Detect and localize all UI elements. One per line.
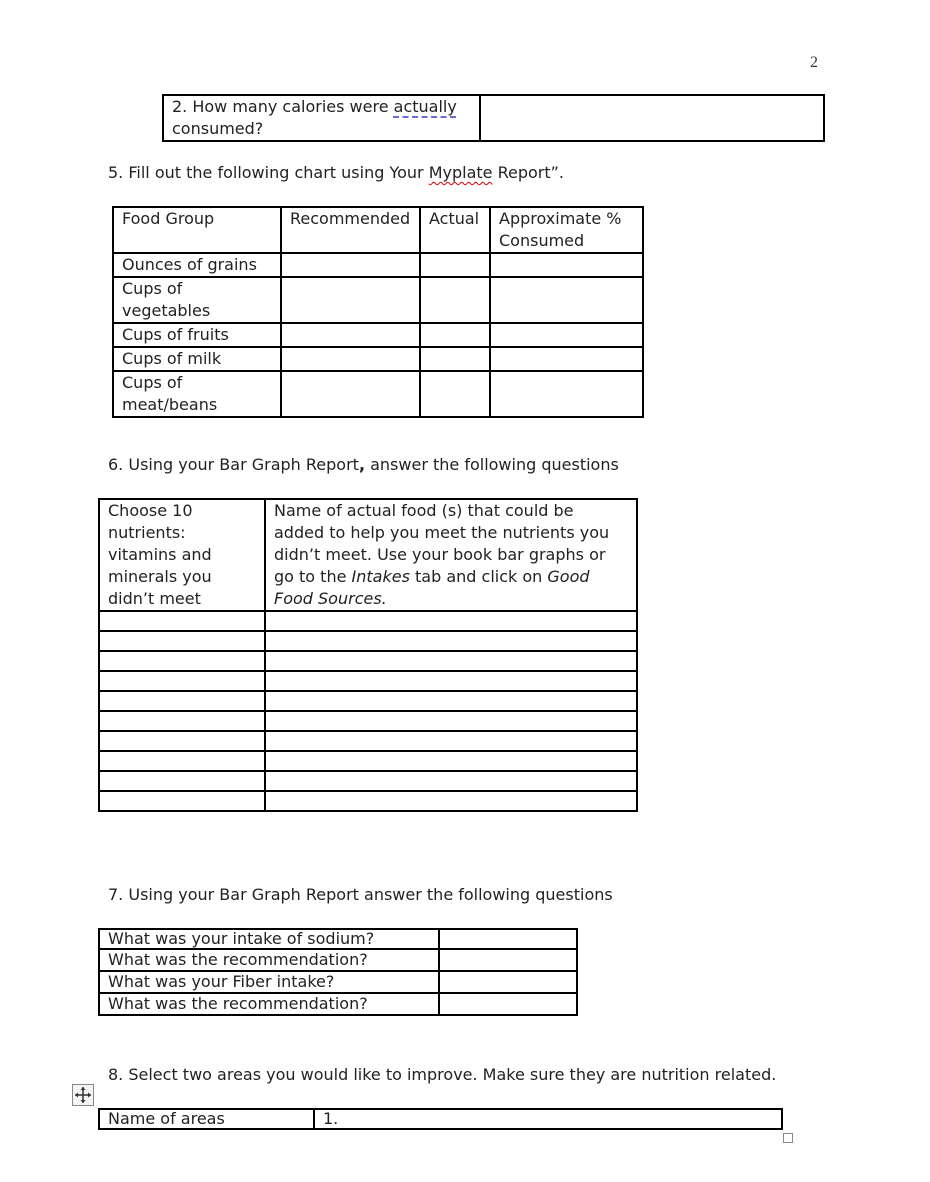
q7-heading: 7. Using your Bar Graph Report answer the following questions [108, 885, 613, 904]
areas-answer-cell[interactable]: 1. [314, 1109, 782, 1129]
percent-cell[interactable] [490, 371, 643, 417]
grammar-underline: actually [393, 97, 457, 116]
actual-cell[interactable] [420, 277, 490, 323]
recommended-cell[interactable] [281, 323, 420, 347]
spelling-underline: Myplate [428, 163, 493, 182]
actual-cell[interactable] [420, 253, 490, 277]
calories-answer-cell[interactable] [480, 95, 824, 141]
answer-cell[interactable] [439, 949, 577, 971]
row-label: Ounces of grains [113, 253, 281, 277]
recommended-cell[interactable] [281, 347, 420, 371]
question-cell: What was the recommendation? [99, 993, 439, 1015]
nutrient-cell[interactable] [99, 791, 265, 811]
nutrient-cell[interactable] [99, 691, 265, 711]
q5-heading: 5. Fill out the following chart using Your Myplate Report”. [108, 163, 564, 182]
nutrients-table [98, 498, 638, 812]
food-cell[interactable] [265, 631, 637, 651]
percent-cell[interactable] [490, 277, 643, 323]
header-food-group: Food Group [113, 207, 281, 253]
nutrient-cell[interactable] [99, 611, 265, 631]
header-recommended: Recommended [281, 207, 420, 253]
food-cell[interactable] [265, 651, 637, 671]
row-label: Cups of meat/beans [113, 371, 281, 417]
nutrient-cell[interactable] [99, 711, 265, 731]
actual-cell[interactable] [420, 323, 490, 347]
header-nutrients: Choose 10 nutrients: vitamins and minerals you didn’t meet [99, 499, 265, 611]
sodium-fiber-table [98, 928, 578, 1016]
q8-heading: 8. Select two areas you would like to improve. Make sure they are nutrition related. [108, 1065, 777, 1084]
percent-cell[interactable] [490, 347, 643, 371]
food-cell[interactable] [265, 771, 637, 791]
food-cell[interactable] [265, 711, 637, 731]
food-cell[interactable] [265, 731, 637, 751]
row-label: Cups of fruits [113, 323, 281, 347]
percent-cell[interactable] [490, 323, 643, 347]
percent-cell[interactable] [490, 253, 643, 277]
food-cell[interactable] [265, 611, 637, 631]
myplate-table [112, 206, 644, 418]
improvement-areas-table [98, 1108, 783, 1130]
nutrient-cell[interactable] [99, 631, 265, 651]
nutrient-cell[interactable] [99, 751, 265, 771]
nutrient-cell[interactable] [99, 651, 265, 671]
header-approx-consumed: Approximate % Consumed [490, 207, 643, 253]
table-move-handle-icon[interactable] [72, 1084, 94, 1106]
food-cell[interactable] [265, 791, 637, 811]
actual-cell[interactable] [420, 371, 490, 417]
recommended-cell[interactable] [281, 277, 420, 323]
answer-cell[interactable] [439, 971, 577, 993]
table-resize-handle-icon[interactable] [783, 1133, 793, 1143]
recommended-cell[interactable] [281, 371, 420, 417]
calories-table [162, 94, 825, 142]
question-cell: What was the recommendation? [99, 949, 439, 971]
row-label: Cups of milk [113, 347, 281, 371]
move-arrows-icon [73, 1085, 93, 1105]
header-foods: Name of actual food (s) that could be added to help you meet the nutrients you didn’t meet. Use your book bar graphs or go to the Intakes tab and click on Good Food Sources. [265, 499, 637, 611]
answer-cell[interactable] [439, 929, 577, 949]
food-cell[interactable] [265, 691, 637, 711]
name-of-areas-label: Name of areas [99, 1109, 314, 1129]
recommended-cell[interactable] [281, 253, 420, 277]
nutrient-cell[interactable] [99, 731, 265, 751]
row-label: Cups of vegetables [113, 277, 281, 323]
calories-question-cell: 2. How many calories were actually consumed? [163, 95, 480, 141]
answer-cell[interactable] [439, 993, 577, 1015]
question-cell: What was your Fiber intake? [99, 971, 439, 993]
q6-heading: 6. Using your Bar Graph Report, answer the following questions [108, 455, 619, 474]
nutrient-cell[interactable] [99, 671, 265, 691]
header-actual: Actual [420, 207, 490, 253]
food-cell[interactable] [265, 751, 637, 771]
actual-cell[interactable] [420, 347, 490, 371]
nutrient-cell[interactable] [99, 771, 265, 791]
question-cell: What was your intake of sodium? [99, 929, 439, 949]
food-cell[interactable] [265, 671, 637, 691]
page-number: 2 [810, 54, 818, 71]
